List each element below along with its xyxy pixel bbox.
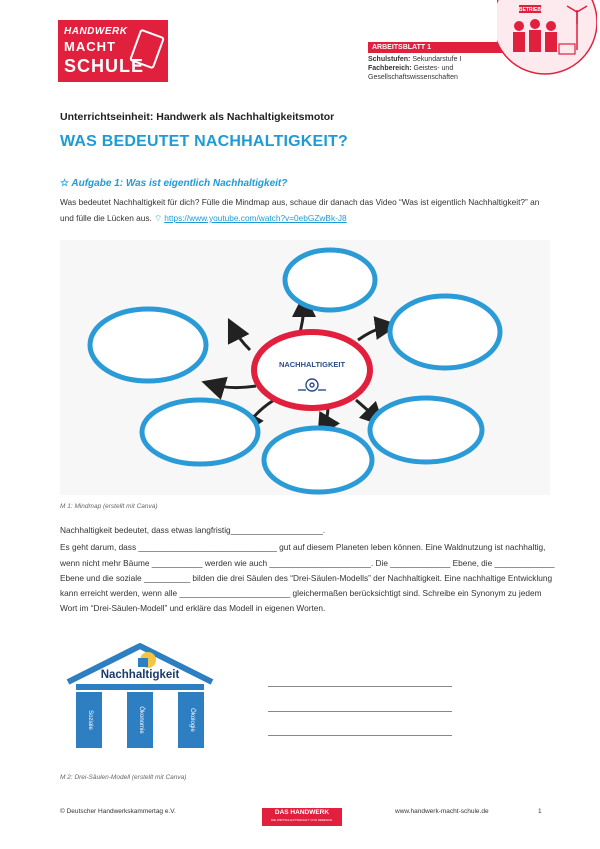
answer-line-2[interactable] [268,711,452,712]
cloze-paragraph-1: Nachhaltigkeit bedeutet, dass etwas langfristig____________________. [60,525,326,535]
mindmap-bubble-1[interactable] [285,250,375,310]
wifi-icon: ⌔ [154,213,162,223]
answer-line-1[interactable] [268,686,452,687]
sheet-label: ARBEITSBLATT 1 [368,42,516,53]
window-icon [138,658,148,667]
mindmap-bubble-4[interactable] [142,400,258,464]
pillar-1-label: Soziale [87,710,93,730]
cloze-text [60,523,560,617]
unit-title: Unterrichtseinheit: Handwerk als Nachhaltigkeitsmotor [60,111,335,123]
page-title: WAS BEDEUTET NACHHALTIGKEIT? [60,133,348,150]
footer-copyright: © Deutscher Handwerkskammertag e.V. [60,808,176,815]
mindmap [60,240,550,495]
worksheet-info: ARBEITSBLATT 1 Schulstufen: Sekundarstufe I Fachbereich: Geistes- und Gesellschaftswissenschaften [368,42,516,82]
task-label: Aufgabe 1: Was ist eigentlich Nachhaltigkeit? [71,178,288,189]
page-number: 1 [538,808,542,815]
mindmap-caption: M 1: Mindmap (erstellt mit Canva) [60,503,158,510]
pillar-2-label: Ökonomie [138,706,144,734]
pillar-3-label: Ökologie [189,708,195,732]
video-link[interactable]: https://www.youtube.com/watch?v=0ebGZwBk-J8 [164,213,347,223]
answer-line-3[interactable] [268,735,452,736]
badge-text: BETRIEB [519,7,541,13]
betrieb-badge-icon [497,0,597,78]
footer-url[interactable]: www.handwerk-macht-schule.de [395,808,489,815]
task-instructions: Was bedeutet Nachhaltigkeit für dich? Fülle die Mindmap aus, schaue dir danach das Video “Was ist eigentlich Nachhaltigkeit?” an und fülle die Lücken aus. ⌔ https://www.youtube.com/watch?v=0ebGZwBk-J8 [60,197,540,223]
mindmap-center-label: NACHHALTIGKEIT [278,360,346,369]
mindmap-bubble-6[interactable] [370,398,482,462]
house-beam [76,684,204,690]
roof-label: Nachhaltigkeit [100,669,180,681]
star-icon: ☆ [60,178,69,189]
cloze-paragraph-2: Es geht darum, dass ______________________________ gut auf diesem Planeten leben können. Eine Waldnutzung ist nachhaltig, wenn nicht mehr Bäume ___________ werden wie auch ______________________. Die _____________ Ebene, die _____________ Ebene und die soziale __________ bilden die drei Säulen des “Drei-Säulen-Modells” der Nachhaltigkeit. Eine nachhaltige Entwicklung kann erreicht werden, wenn alle ________________________ gleichermaßen berücksichtigt sind. Schreibe ein Synonym zu jedem Wort im “Drei-Säulen-Modell” und erkläre das Modell in eigenen Worten. [60,542,555,614]
mindmap-bubble-5[interactable] [264,428,372,492]
mindmap-center [254,332,370,408]
das-handwerk-logo: DAS HANDWERK DIE WIRTSCHAFTSMACHT. VON NEBENAN. [262,808,342,826]
mindmap-bubble-2[interactable] [390,296,500,368]
task-heading [60,178,287,189]
model-caption: M 2: Drei-Säulen-Modell (erstellt mit Canva) [60,774,187,781]
mindmap-bubble-3[interactable] [90,309,206,381]
handwerk-macht-schule-logo: HANDWERK MACHT SCHULE [58,20,168,82]
three-pillar-model [60,640,220,752]
